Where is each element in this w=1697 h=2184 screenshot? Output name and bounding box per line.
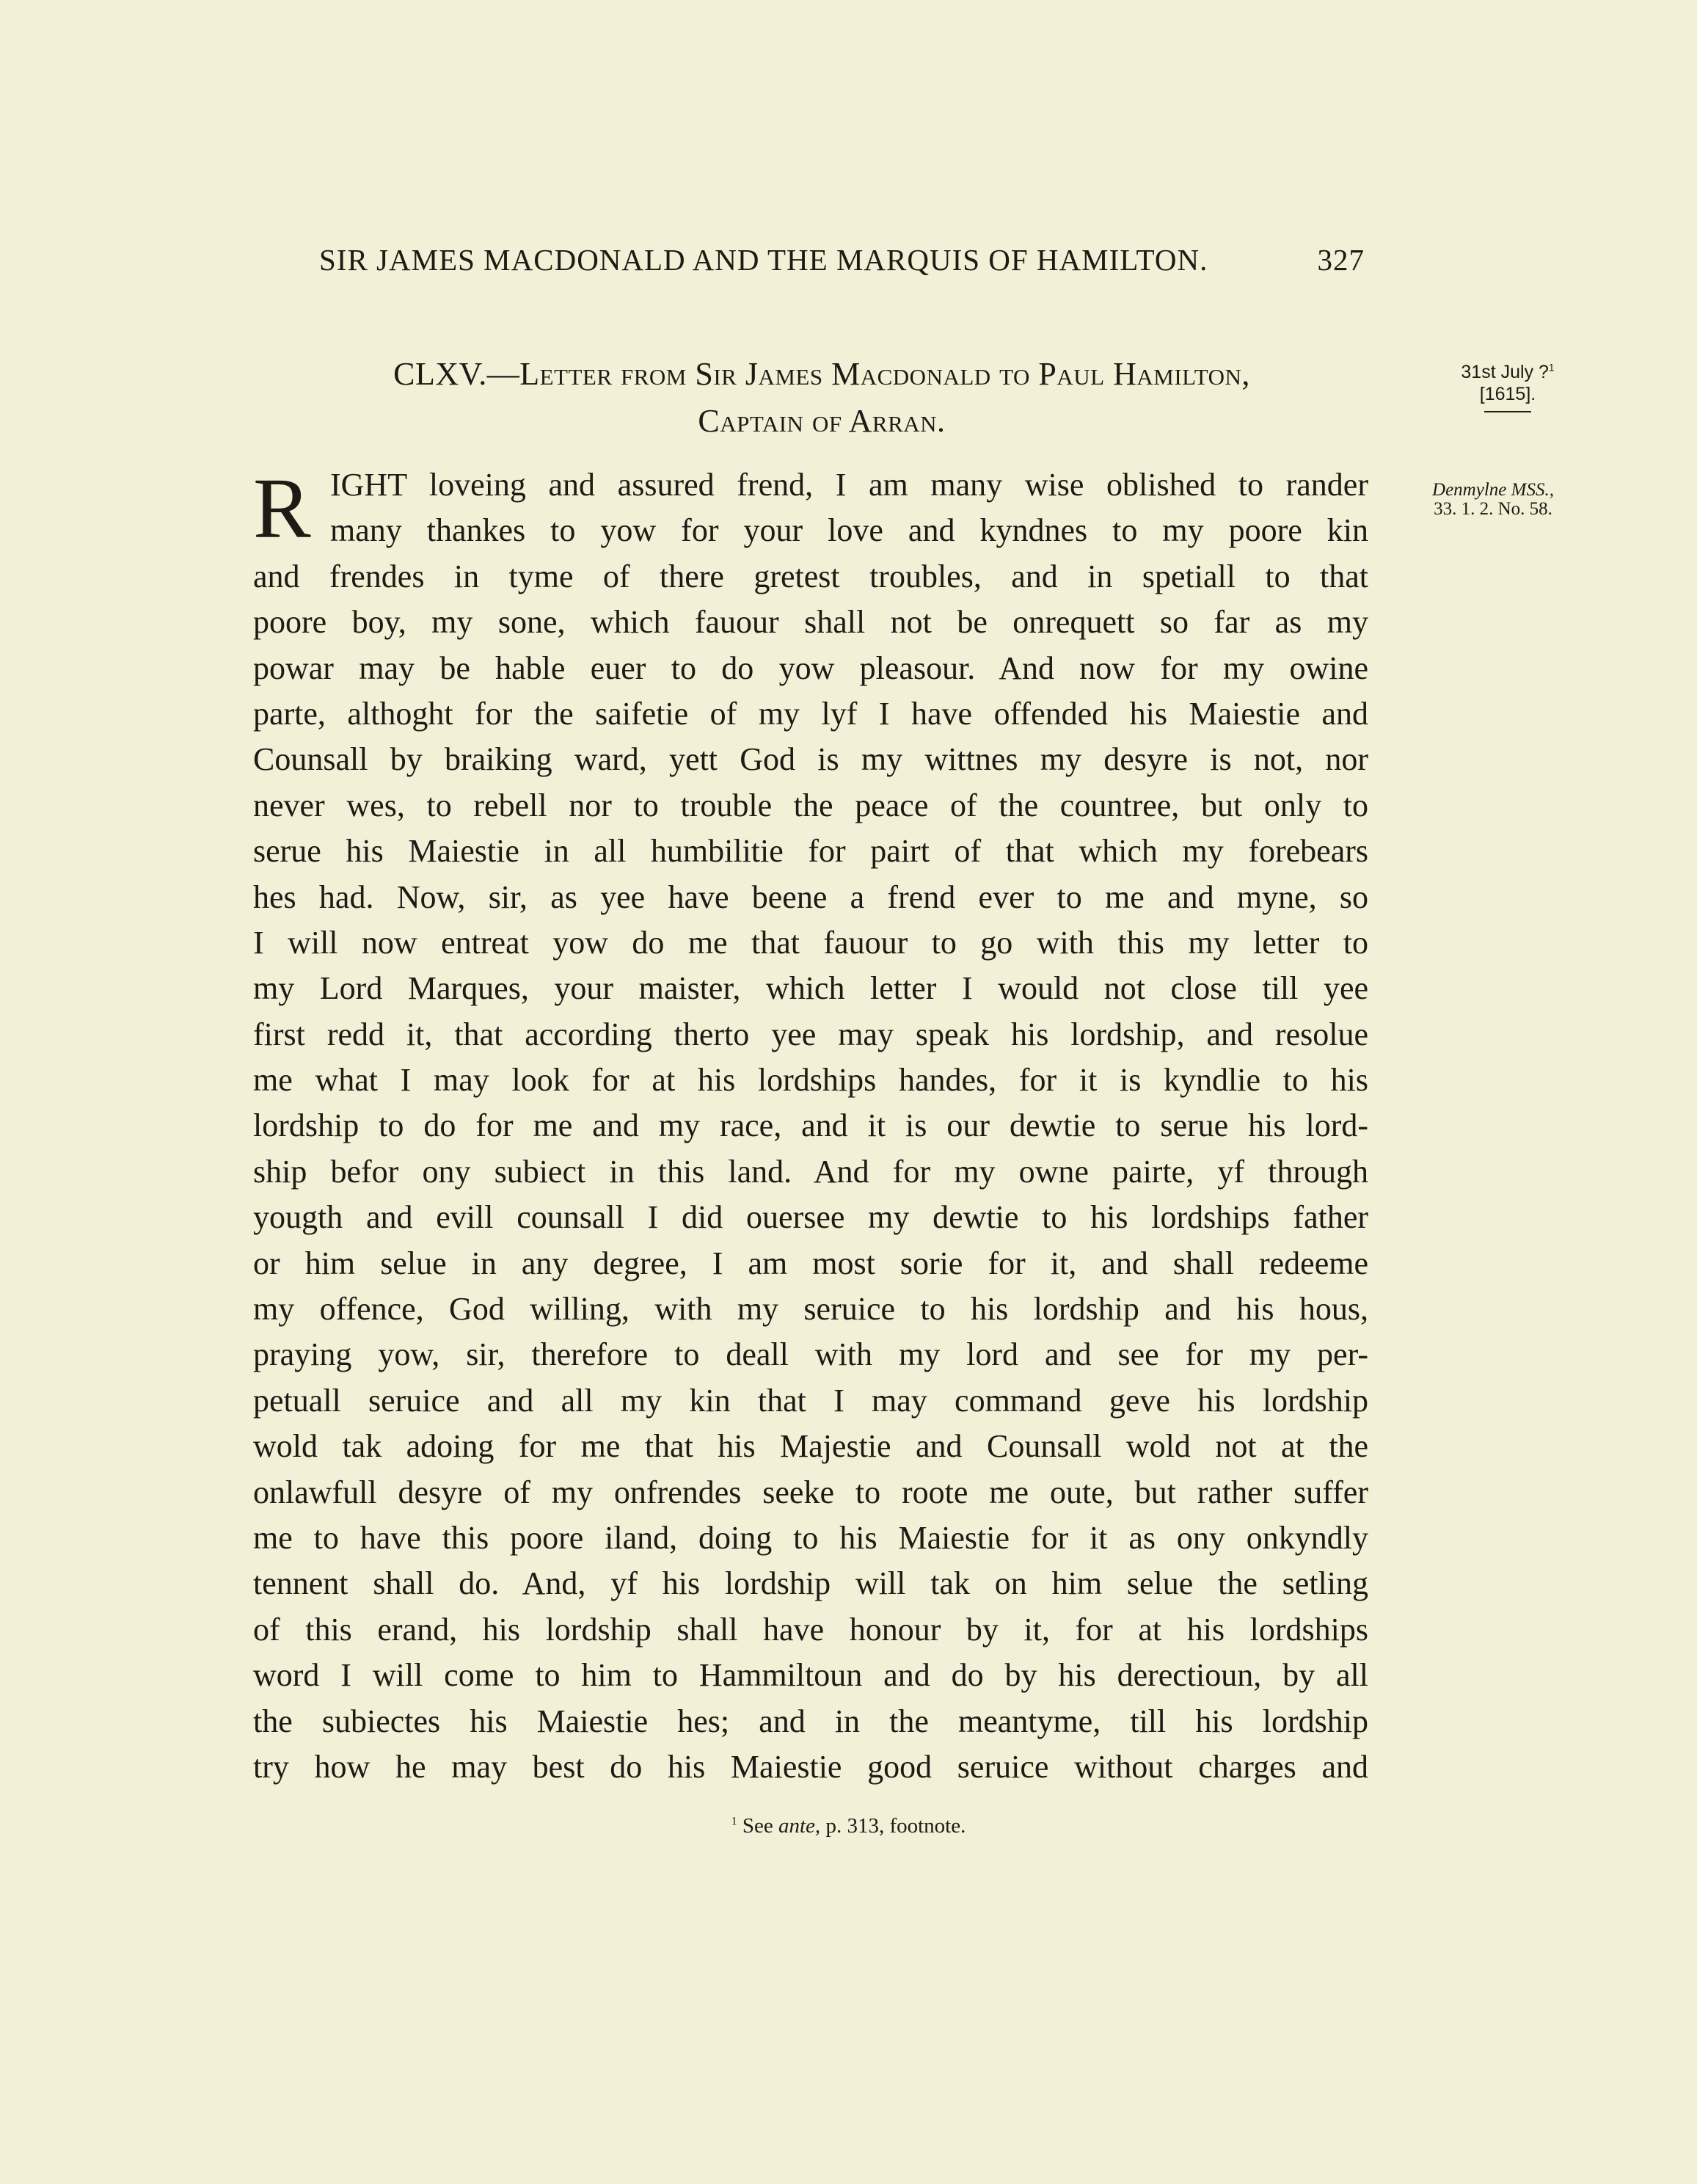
text-line: many thankes to yow for your love and kyndnes to my poore kin	[330, 512, 1368, 549]
margin-rule	[1484, 411, 1531, 412]
text-line: onlawfull desyre of my onfrendes seeke to roote me oute, but rather suffer	[253, 1474, 1368, 1510]
footnote-marker: 1	[731, 1815, 737, 1828]
running-head	[319, 242, 1365, 277]
footnote-text: p. 313, footnote.	[825, 1814, 966, 1838]
letter-body	[253, 462, 1368, 1790]
text-line: parte, althoght for the saifetie of my lyf I have offended his Maiestie and	[253, 695, 1368, 732]
drop-cap: R	[253, 460, 311, 556]
text-line: hes had. Now, sir, as yee have beene a frend ever to me and myne, so	[253, 878, 1368, 915]
text-line: tennent shall do. And, yf his lordship will tak on him selue the setling	[253, 1565, 1368, 1602]
margin-date: 31st July ?	[1461, 362, 1549, 382]
text-line: petuall seruice and all my kin that I may command geve his lordship	[253, 1382, 1368, 1419]
heading-line-2: Captain of Arran.	[698, 403, 946, 439]
text-line: poore boy, my sone, which fauour shall not be onrequett so far as my	[253, 604, 1368, 641]
text-line: the subiectes his Maiestie hes; and in the meantyme, till his lordship	[253, 1703, 1368, 1739]
text-line: my offence, God willing, with my seruice to his lordship and his hous,	[253, 1291, 1368, 1328]
footnote-ante: ante,	[778, 1814, 821, 1838]
text-line: wold tak adoing for me that his Majestie and Counsall wold not at the	[253, 1428, 1368, 1465]
text-line: praying yow, sir, therefore to deall with my lord and see for my per-	[253, 1336, 1368, 1373]
text-line: lordship to do for me and my race, and it is our dewtie to serue his lord-	[253, 1107, 1368, 1144]
text-line: yougth and evill counsall I did ouersee my dewtie to his lordships father	[253, 1199, 1368, 1236]
text-line: word I will come to him to Hammiltoun and do by his derectioun, by all	[253, 1657, 1368, 1694]
margin-year: [1615].	[1479, 384, 1536, 404]
text-line: or him selue in any degree, I am most sorie for it, and shall redeeme	[253, 1245, 1368, 1281]
document-heading	[279, 351, 1365, 445]
text-line: and frendes in tyme of there gretest troubles, and in spetiall to that	[253, 558, 1368, 594]
footnote	[0, 1814, 1697, 1838]
margin-date-footnote-ref: 1	[1548, 362, 1555, 374]
running-head-title: SIR JAMES MACDONALD AND THE MARQUIS OF HAMILTON.	[319, 243, 1208, 277]
text-line: of this erand, his lordship shall have honour by it, for at his lordships	[253, 1611, 1368, 1648]
page-number: 327	[1317, 243, 1365, 277]
text-line: ship befor ony subiect in this land. And for my owne pairte, yf through	[253, 1153, 1368, 1190]
text-line: try how he may best do his Maiestie good seruice without charges and	[253, 1748, 1368, 1785]
text-line: IGHT loveing and assured frend, I am many wise oblished to rander	[330, 467, 1368, 503]
heading-number: CLXV.—	[393, 356, 520, 392]
text-line: my Lord Marques, your maister, which letter I would not close till yee	[253, 970, 1368, 1007]
margin-source-name: Denmylne MSS.,	[1432, 480, 1554, 500]
margin-date-note	[1442, 361, 1574, 412]
footnote-see: See	[742, 1814, 773, 1838]
heading-line-1	[279, 351, 1365, 398]
margin-source-note	[1405, 481, 1581, 519]
text-line: powar may be hable euer to do yow pleasour. And now for my owine	[253, 649, 1368, 686]
text-line: serue his Maiestie in all humbilitie for pairt of that which my forebears	[253, 833, 1368, 870]
text-line: me to have this poore iland, doing to his Maiestie for it as ony onkyndly	[253, 1519, 1368, 1556]
margin-source-ref: 33. 1. 2. No. 58.	[1434, 499, 1552, 519]
text-line: I will now entreat yow do me that fauour to go with this my letter to	[253, 924, 1368, 961]
text-line: first redd it, that according therto yee may speak his lordship, and resolue	[253, 1016, 1368, 1052]
margin-date-line	[1442, 361, 1574, 383]
text-line: me what I may look for at his lordships handes, for it is kyndlie to his	[253, 1062, 1368, 1099]
text-line: never wes, to rebell nor to trouble the peace of the countree, but only to	[253, 787, 1368, 823]
heading-title: Letter from Sir James Macdonald to Paul Hamilton,	[519, 356, 1250, 392]
text-line: Counsall by braiking ward, yett God is my wittnes my desyre is not, nor	[253, 741, 1368, 778]
